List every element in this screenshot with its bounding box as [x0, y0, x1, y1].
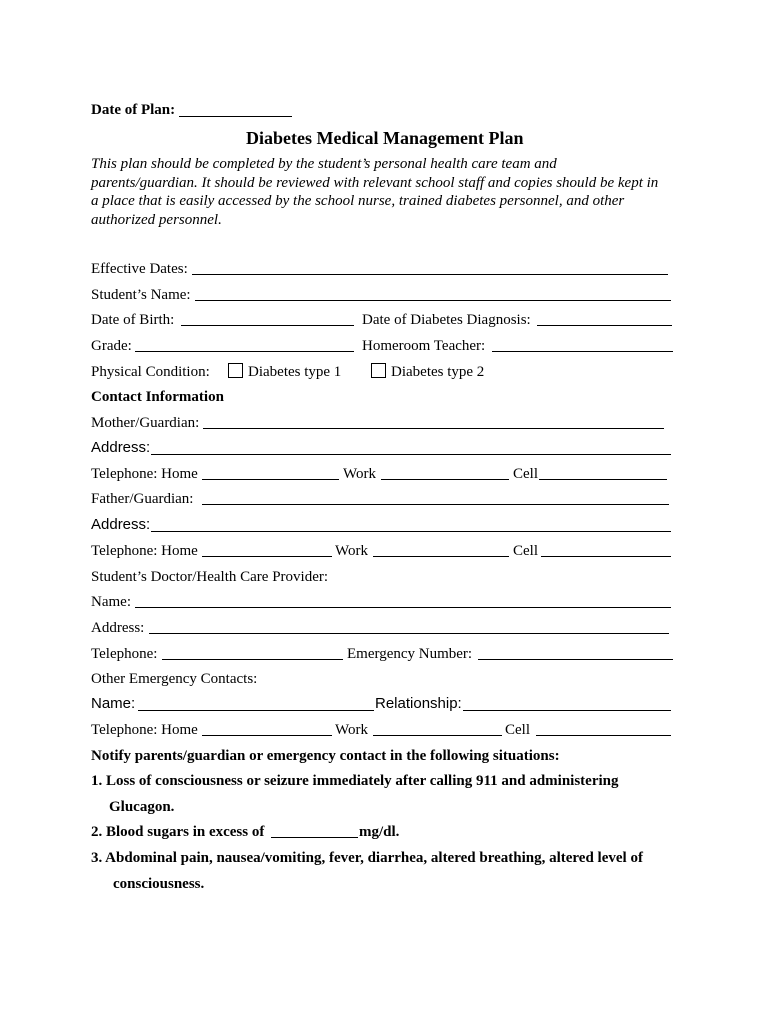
telephone-home-label: Telephone: Home: [91, 722, 198, 738]
date-of-plan-label: Date of Plan:: [91, 102, 176, 118]
address-label: Address:: [91, 439, 151, 456]
work-field[interactable]: [373, 556, 509, 557]
cell-field[interactable]: [541, 556, 671, 557]
notify-item-1-continued: Glucagon.: [109, 799, 175, 815]
doctor-name-label: Name:: [91, 594, 131, 610]
notify-heading: Notify parents/guardian or emergency contact in the following situations:: [91, 748, 560, 764]
cell-field[interactable]: [539, 479, 667, 480]
telephone-home-label: Telephone: Home: [91, 466, 198, 482]
intro-paragraph: [91, 155, 681, 229]
physical-condition-label: Physical Condition:: [91, 364, 210, 380]
mother-guardian-field[interactable]: [203, 428, 664, 429]
telephone-home-field[interactable]: [202, 735, 332, 736]
father-guardian-label: Father/Guardian:: [91, 491, 194, 507]
emergency-number-field[interactable]: [478, 659, 673, 660]
diabetes-type1-checkbox[interactable]: [228, 363, 243, 378]
doctor-name-field[interactable]: [135, 607, 671, 608]
emergency-name-label: Name:: [91, 695, 136, 712]
work-field[interactable]: [381, 479, 509, 480]
cell-field[interactable]: [536, 735, 671, 736]
blood-sugar-threshold-field[interactable]: [271, 837, 358, 838]
diabetes-type2-checkbox[interactable]: [371, 363, 386, 378]
effective-dates-field[interactable]: [192, 274, 668, 275]
doctor-heading: Student’s Doctor/Health Care Provider:: [91, 569, 329, 585]
work-label: Work: [335, 543, 368, 559]
diabetes-type1-label: Diabetes type 1: [248, 364, 342, 380]
contact-information-heading: Contact Information: [91, 389, 224, 405]
relationship-field[interactable]: [463, 710, 671, 711]
diabetes-type2-label: Diabetes type 2: [391, 364, 485, 380]
father-guardian-field[interactable]: [202, 504, 669, 505]
doctor-telephone-field[interactable]: [162, 659, 343, 660]
telephone-home-label: Telephone: Home: [91, 543, 198, 559]
doctor-address-label: Address:: [91, 620, 145, 636]
grade-field[interactable]: [135, 351, 354, 352]
doctor-telephone-label: Telephone:: [91, 646, 158, 662]
intro-line: a place that is easily accessed by the school nurse, trained diabetes personnel, and other: [91, 193, 625, 209]
address-field[interactable]: [151, 531, 671, 532]
emergency-name-field[interactable]: [138, 710, 374, 711]
document-title: Diabetes Medical Management Plan: [246, 128, 524, 148]
dob-field[interactable]: [181, 325, 354, 326]
grade-label: Grade:: [91, 338, 132, 354]
notify-item-3-continued: consciousness.: [113, 876, 205, 892]
diagnosis-date-label: Date of Diabetes Diagnosis:: [362, 312, 531, 328]
telephone-home-field[interactable]: [202, 479, 339, 480]
work-label: Work: [335, 722, 368, 738]
cell-label: Cell: [513, 543, 538, 559]
student-name-field[interactable]: [195, 300, 671, 301]
diagnosis-date-field[interactable]: [537, 325, 672, 326]
notify-item-2-suffix: mg/dl.: [359, 824, 400, 840]
notify-item-3: 3. Abdominal pain, nausea/vomiting, fever, diarrhea, altered breathing, altered level of: [91, 850, 643, 866]
effective-dates-label: Effective Dates:: [91, 261, 188, 277]
emergency-number-label: Emergency Number:: [347, 646, 473, 662]
relationship-label: Relationship:: [375, 695, 462, 712]
homeroom-teacher-label: Homeroom Teacher:: [362, 338, 486, 354]
intro-line: This plan should be completed by the student’s personal health care team and: [91, 156, 557, 172]
dob-label: Date of Birth:: [91, 312, 175, 328]
address-label: Address:: [91, 516, 151, 533]
intro-line: parents/guardian. It should be reviewed with relevant school staff and copies should be kept in: [91, 174, 659, 191]
date-of-plan-field[interactable]: [179, 116, 292, 117]
work-field[interactable]: [373, 735, 502, 736]
student-name-label: Student’s Name:: [91, 287, 191, 303]
cell-label: Cell: [505, 722, 530, 738]
cell-label: Cell: [513, 466, 538, 482]
address-field[interactable]: [151, 454, 671, 455]
notify-item-2-prefix: 2. Blood sugars in excess of: [91, 824, 265, 840]
homeroom-teacher-field[interactable]: [492, 351, 673, 352]
work-label: Work: [343, 466, 376, 482]
emergency-contacts-heading: Other Emergency Contacts:: [91, 671, 258, 687]
mother-guardian-label: Mother/Guardian:: [91, 415, 200, 431]
doctor-address-field[interactable]: [149, 633, 669, 634]
telephone-home-field[interactable]: [202, 556, 332, 557]
intro-line: authorized personnel.: [91, 211, 222, 228]
notify-item-1: 1. Loss of consciousness or seizure immediately after calling 911 and administering: [91, 773, 619, 789]
